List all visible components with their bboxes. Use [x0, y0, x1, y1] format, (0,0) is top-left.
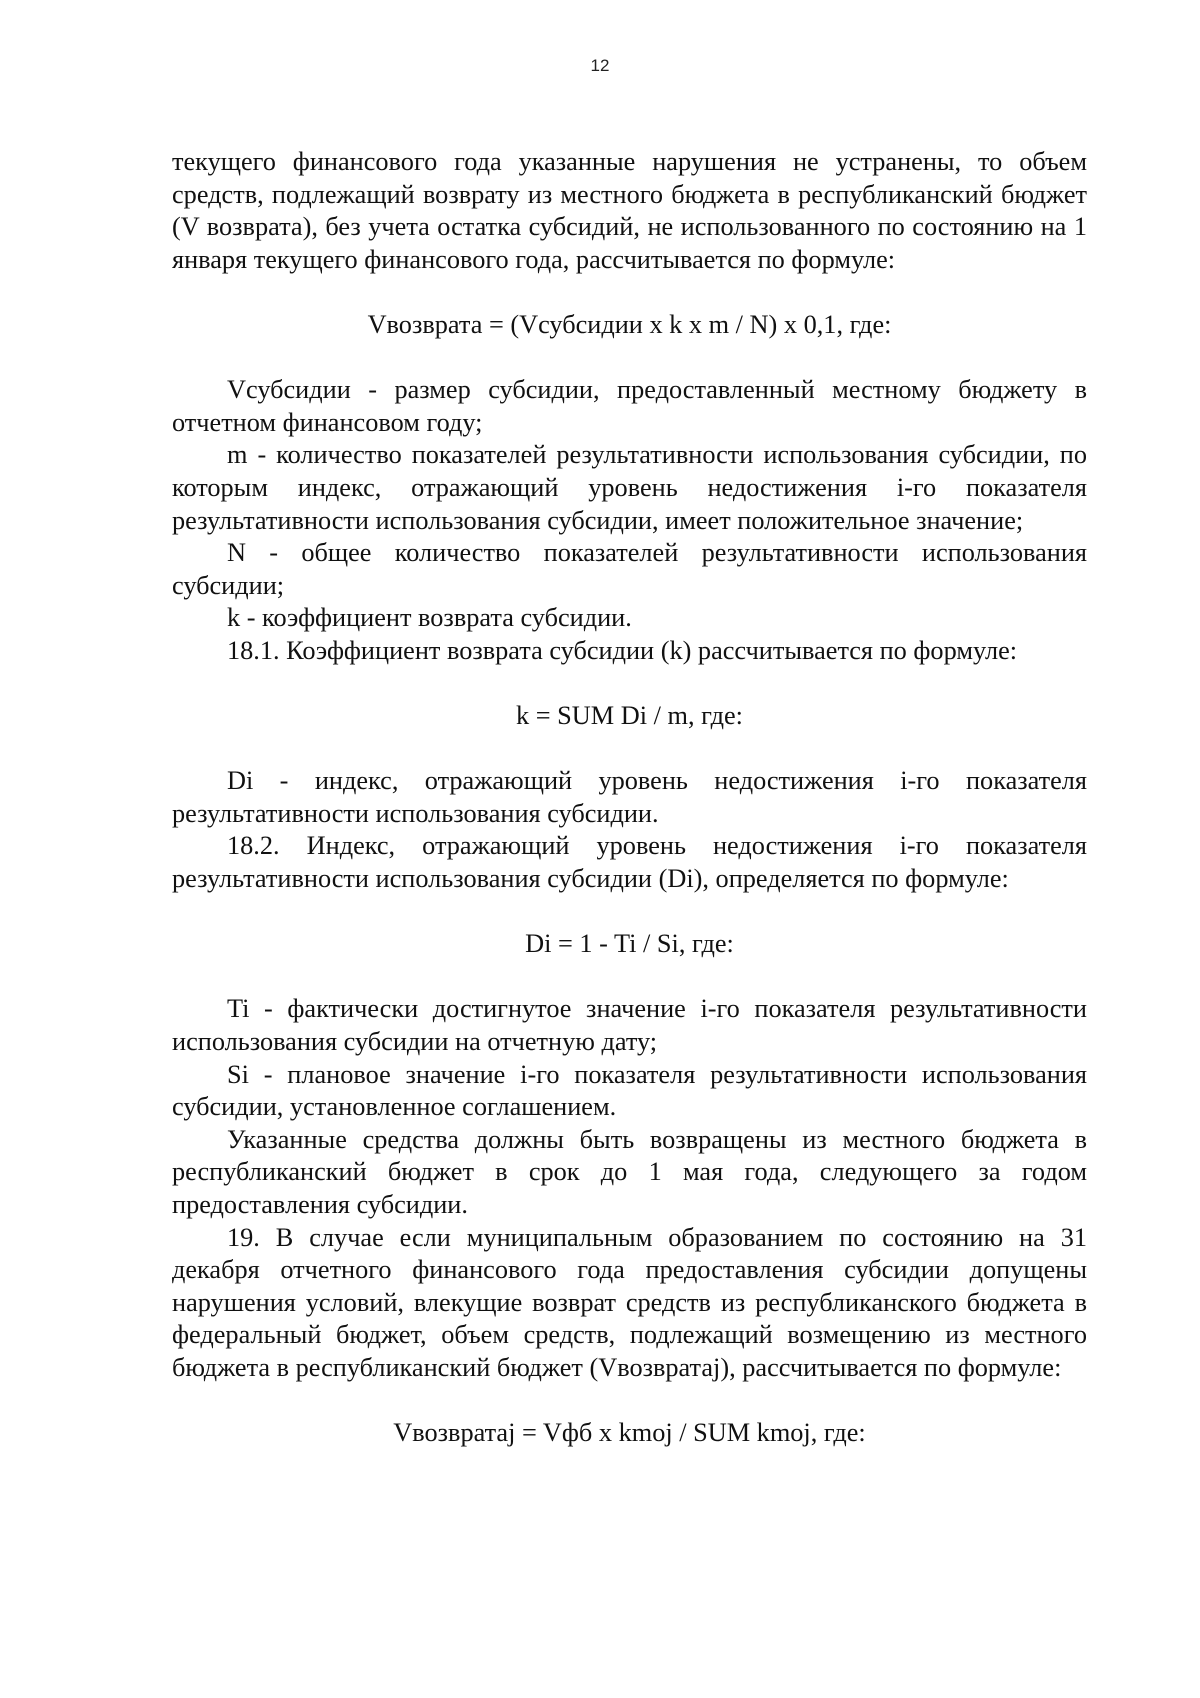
formula-k: k = SUM Di / m, где: — [516, 701, 743, 731]
definition-di: Di - индекс, отражающий уровень недостижения i-го показателя результативности использования субсидии. — [172, 766, 1087, 828]
definition-n: N - общее количество показателей результативности использования субсидии; — [172, 538, 1087, 600]
return-deadline-paragraph: Указанные средства должны быть возвращены из местного бюджета в республиканский бюджет в срок до 1 мая года, следующего за годом предоставления субсидии. — [172, 1124, 1087, 1219]
document-body — [172, 146, 1087, 1450]
definition-si: Si - плановое значение i-го показателя результативности использования субсидии, установленное соглашением. — [172, 1059, 1087, 1122]
formula-di: Di = 1 - Ti / Si, где: — [525, 929, 734, 959]
definition-k: k - коэффициент возврата субсидии. — [227, 603, 632, 633]
definition-m: m - количество показателей результативности использования субсидии, по которым индекс, отражающий уровень недостижения i-го показателя результативности использования субсидии, имеет положительное значение; — [172, 440, 1087, 535]
intro-paragraph: текущего финансового года указанные нарушения не устранены, то объем средств, подлежащий возврату из местного бюджета в республиканский бюджет (V возврата), без учета остатка субсидий, не использованного по состоянию на 1 января текущего финансового года, рассчитывается по формуле: — [172, 147, 1087, 274]
formula-vreturn: Vвозврата = (Vсубсидии x k x m / N) x 0,1, где: — [367, 309, 892, 339]
definition-ti: Ti - фактически достигнутое значение i-го показателя результативности использования субсидии на отчетную дату; — [172, 994, 1087, 1057]
paragraph-18-1: 18.1. Коэффициент возврата субсидии (k) рассчитывается по формуле: — [227, 635, 1018, 665]
page-number: 12 — [590, 56, 610, 75]
paragraph-19: 19. В случае если муниципальным образованием по состоянию на 31 декабря отчетного финансового года предоставления субсидии допущены нарушения условий, влекущие возврат средств из республиканского бюджета в федеральный бюджет, объем средств, подлежащий возмещению из местного бюджета в республиканский бюджет (Vвозвратаj), рассчитывается по формуле: — [172, 1222, 1087, 1382]
formula-vreturn-j: Vвозвратаj = Vфб x kmoj / SUM kmoj, где: — [393, 1418, 866, 1448]
definition-vsubsidy: Vсубсидии - размер субсидии, предоставленный местному бюджету в отчетном финансовом году; — [172, 375, 1087, 437]
paragraph-18-2: 18.2. Индекс, отражающий уровень недостижения i-го показателя результативности использования субсидии (Di), определяется по формуле: — [172, 831, 1087, 894]
